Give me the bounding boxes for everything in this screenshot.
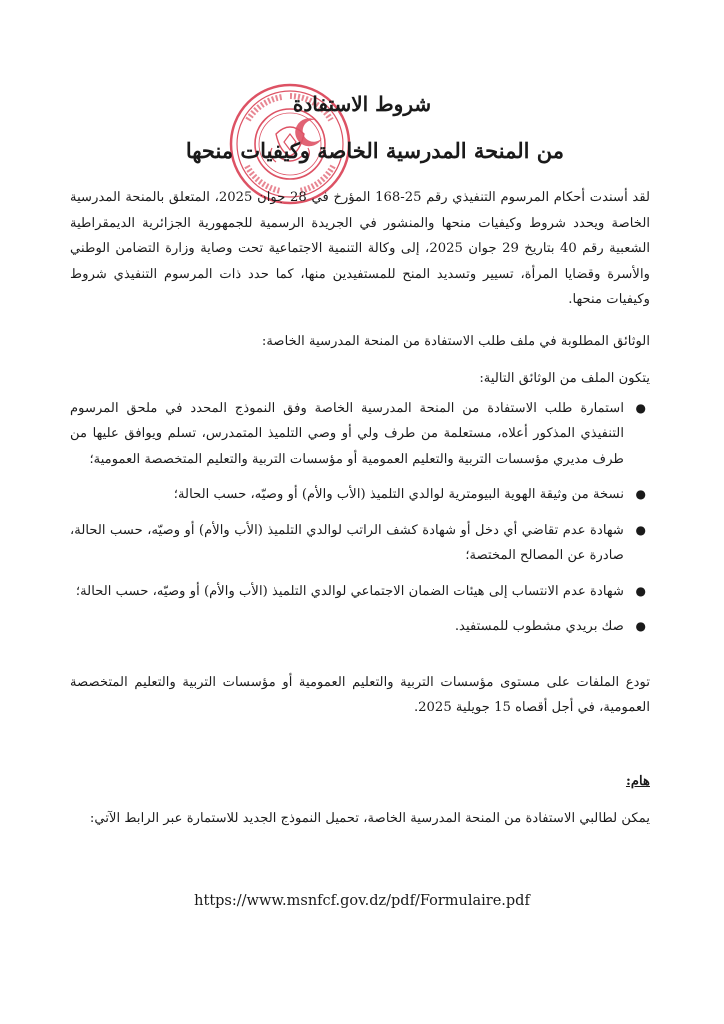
- list-item-text: صك بريدي مشطوب للمستفيد.: [454, 619, 624, 634]
- list-item-text: نسخة من وثيقة الهوية البيومترية لوالدي التلميذ (الأب والأم) أو وصيّه، حسب الحالة؛: [173, 487, 624, 502]
- list-item: [70, 579, 650, 605]
- document-subtitle: من المنحة المدرسية الخاصة وكيفيات منحها: [185, 138, 564, 163]
- list-item: [70, 482, 650, 508]
- bullet-icon: ●: [635, 583, 646, 598]
- deposit-paragraph: تودع الملفات على مستوى مؤسسات التربية والتعليم العمومية أو مؤسسات التربية والتعليم المتخصصة العمومية، في أجل أقصاه 15 جويلية 2025.: [70, 674, 650, 715]
- required-documents-heading: الوثائق المطلوبة في ملف طلب الاستفادة من المنحة المدرسية الخاصة:: [261, 333, 650, 349]
- important-text: يمكن لطالبي الاستفادة من المنحة المدرسية الخاصة، تحميل النموذج الجديد للاستمارة عبر الرابط الآتي:: [89, 811, 650, 826]
- list-item: [70, 614, 650, 640]
- form-download-link[interactable]: https://www.msnfcf.gov.dz/pdf/Formulaire.pdf: [194, 893, 530, 909]
- list-item-text: شهادة عدم الانتساب إلى هيئات الضمان الاجتماعي لوالدي التلميذ (الأب والأم) أو وصيّه، حسب الحالة؛: [75, 583, 624, 599]
- list-item-text: شهادة عدم تقاضي أي دخل أو شهادة كشف الراتب لوالدي التلميذ (الأب والأم) أو وصيّه، حسب الحالة، صادرة عن المصالح المختصة؛: [70, 522, 624, 563]
- important-heading: هام:: [625, 773, 650, 789]
- list-intro: يتكون الملف من الوثائق التالية:: [479, 371, 650, 386]
- documents-list: [70, 396, 650, 640]
- document-title: شروط الاستفادة: [292, 92, 432, 116]
- list-item: [70, 396, 650, 473]
- bullet-icon: ●: [635, 522, 646, 537]
- list-item-text: استمارة طلب الاستفادة من المنحة المدرسية الخاصة وفق النموذج المحدد في ملحق المرسوم التنفيذي المذكور أعلاه، مستعلمة من طرف ولي أو وصي التلميذ المتمدرس، تسلم ويوافق عليها من طرف مديري مؤسسات التربية والتعليم العمومية أو مؤسسات التربية والتعليم المتخصصة العمومية؛: [70, 400, 624, 467]
- document-body: [70, 185, 650, 832]
- list-item: [70, 518, 650, 569]
- bullet-icon: ●: [635, 619, 646, 633]
- bullet-icon: ●: [635, 400, 646, 415]
- intro-paragraph: لقد أسندت أحكام المرسوم التنفيذي رقم 25-168 المؤرخ في 28 جوان 2025، المتعلق بالمنحة المدرسية الخاصة ويحدد شروط وكيفيات منحها والمنشور في الجريدة الرسمية للجمهورية الجزائرية الديمقراطية الشعبية رقم 40 بتاريخ 29 جوان 2025، إلى وكالة التنمية الاجتماعية تحت وصاية وزارة التضامن الوطني والأسرة وقضايا المرأة، تسيير وتسديد المنح للمستفيدين منها، كما حدد ذات المرسوم التنفيذي شروط وكيفيات منحها.: [70, 190, 651, 307]
- bullet-icon: ●: [635, 487, 646, 501]
